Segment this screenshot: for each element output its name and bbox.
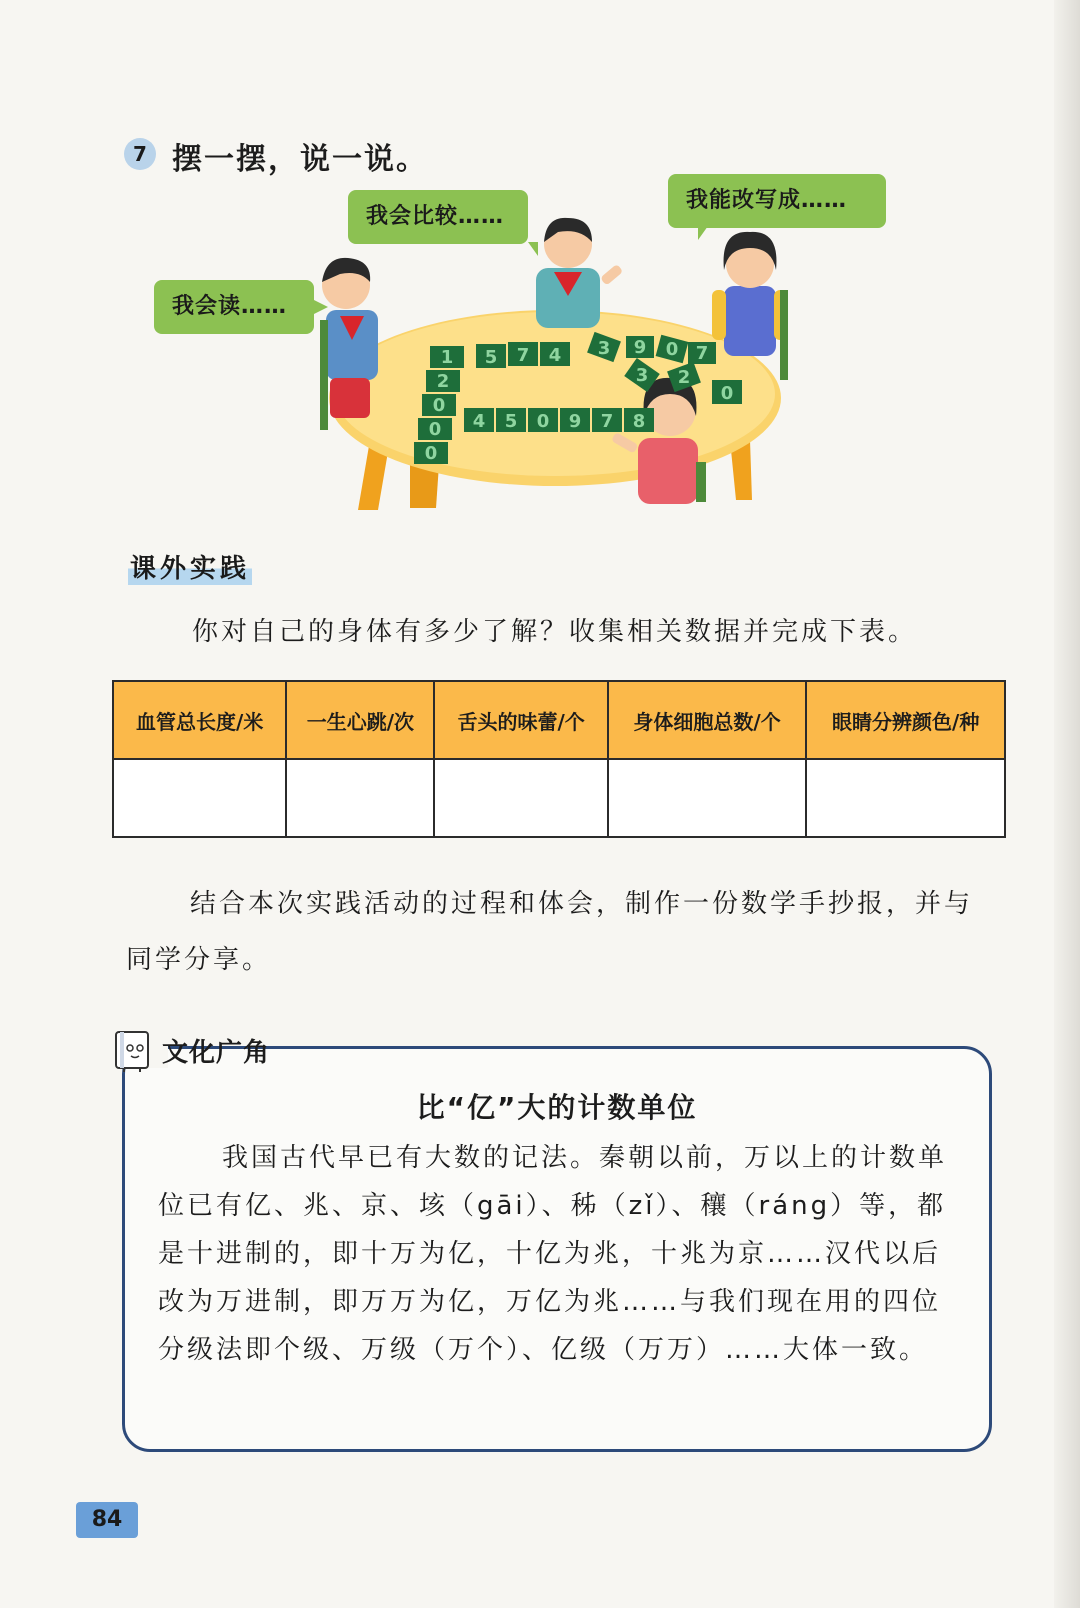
table-header-row — [113, 681, 1005, 759]
card-digit: 9 — [568, 411, 582, 432]
card-digit: 1 — [440, 347, 454, 368]
table-blank-cell — [434, 759, 607, 837]
body-data-table — [112, 680, 1006, 838]
culture-corner-title: 比“亿”大的计数单位 — [416, 1091, 698, 1124]
card-digit: 7 — [516, 345, 530, 366]
round-table-top — [335, 312, 775, 476]
table-header-cell: 一生心跳/次 — [286, 681, 434, 759]
card-digit: 0 — [720, 383, 734, 404]
speech-bubble-read: 我会读…… — [154, 280, 314, 334]
card-digit: 4 — [472, 411, 486, 432]
practice-intro: 你对自己的身体有多少了解？收集相关数据并完成下表。 — [192, 617, 918, 647]
culture-corner-body: 我国古代早已有大数的记法。秦朝以前，万以上的计数单位已有亿、兆、京、垓（gāi）、秭（zǐ）、穰（ráng）等，都是十进制的，即十万为亿，十亿为兆，十兆为京……汉代以后改为万进制，即万万为亿，万亿为兆……与我们现在用的四位分级法即个级、万级（万个）、亿级（万万）……大体一致。 — [158, 1143, 948, 1365]
card-digit: 7 — [695, 343, 709, 364]
card-digit: 5 — [504, 411, 518, 432]
table-header-cell: 舌头的味蕾/个 — [434, 681, 607, 759]
page-number: 84 — [76, 1502, 138, 1538]
table-blank-cell — [113, 759, 286, 837]
speech-bubble-rewrite: 我能改写成…… — [668, 174, 886, 228]
card-digit: 0 — [536, 411, 550, 432]
culture-corner-label: 文化广角 — [162, 1038, 271, 1068]
card-digit: 4 — [548, 345, 562, 366]
speech-bubble-compare: 我会比较…… — [348, 190, 528, 244]
practice-closing: 结合本次实践活动的过程和体会，制作一份数学手抄报，并与同学分享。 — [126, 889, 974, 975]
table-header-cell: 血管总长度/米 — [113, 681, 286, 759]
table-header-cell: 身体细胞总数/个 — [608, 681, 807, 759]
card-digit: 3 — [635, 365, 649, 386]
table-blank-cell — [608, 759, 807, 837]
card-digit: 8 — [632, 411, 646, 432]
page-edge — [1054, 0, 1080, 1608]
card-digit: 7 — [600, 411, 614, 432]
card-digit: 0 — [432, 395, 446, 416]
exercise-number: 7 — [124, 138, 156, 170]
card-digit: 0 — [428, 419, 442, 440]
card-digit: 0 — [424, 443, 438, 464]
table-row — [113, 759, 1005, 837]
exercise-title: 摆一摆，说一说。 — [172, 142, 428, 177]
book-mascot-icon — [110, 1028, 158, 1072]
table-header-cell: 眼睛分辨颜色/种 — [806, 681, 1005, 759]
card-digit: 2 — [677, 367, 691, 388]
boy-middle-figure — [536, 218, 623, 328]
card-digit: 5 — [484, 347, 498, 368]
culture-corner-tab — [110, 1028, 168, 1068]
card-digit: 0 — [665, 339, 679, 360]
card-digit: 9 — [633, 337, 647, 358]
boy-left-figure — [320, 258, 378, 430]
table-blank-cell — [286, 759, 434, 837]
illustration-scene — [140, 170, 910, 530]
table-blank-cell — [806, 759, 1005, 837]
card-row-top — [476, 342, 570, 368]
card-digit: 2 — [436, 371, 450, 392]
section-heading-practice: 课外实践 — [128, 548, 252, 585]
card-digit: 3 — [597, 338, 611, 359]
